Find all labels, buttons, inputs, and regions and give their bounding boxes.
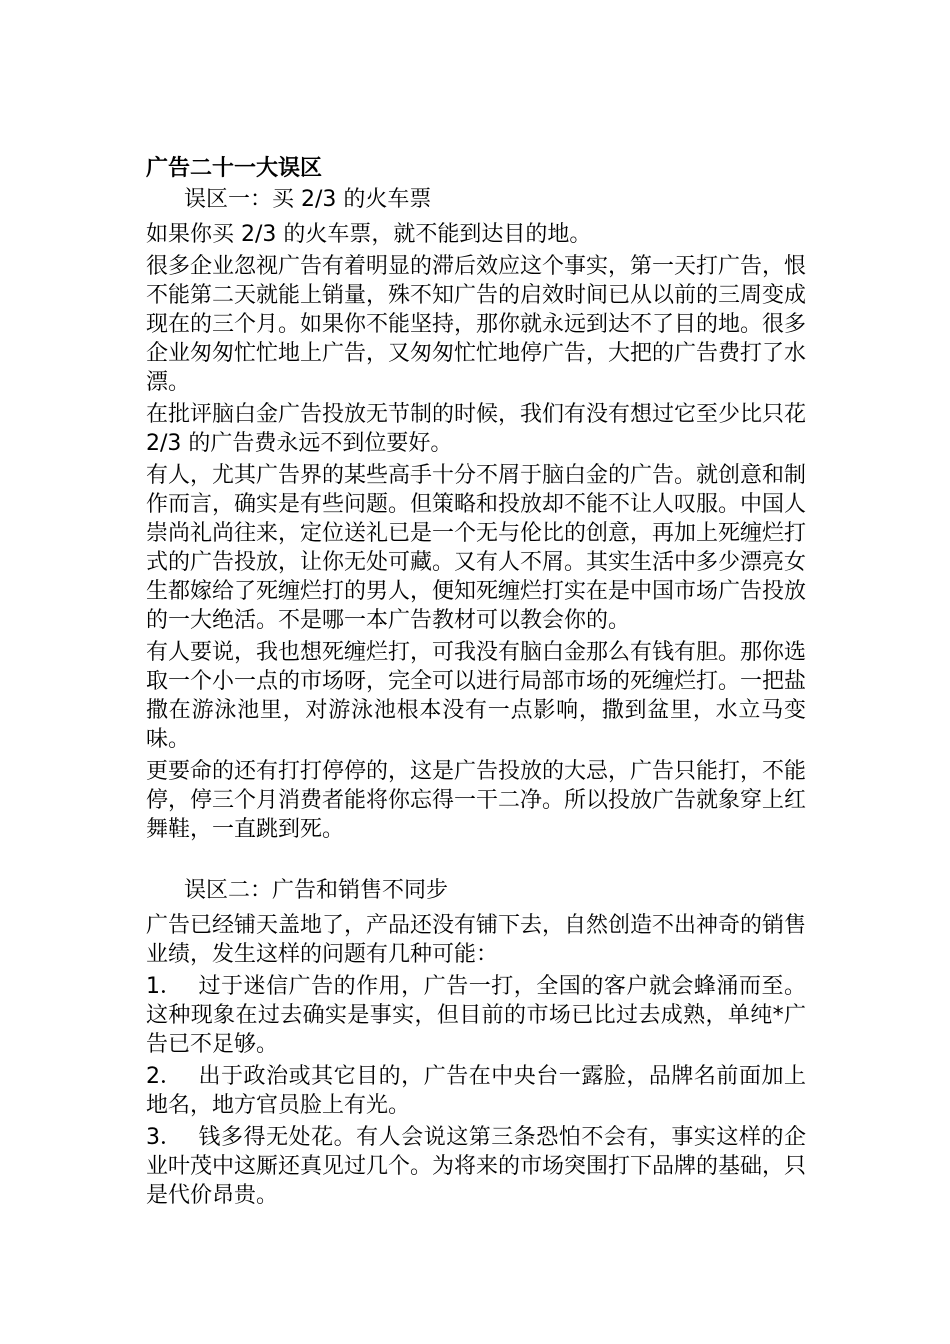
- paragraph: 有人要说，我也想死缠烂打，可我没有脑白金那么有钱有胆。那你选取一个小一点的市场呀，完全可以进行局部市场的死缠烂打。一把盐撒在游泳池里，对游泳池根本没有一点影响，撒到盆里，水立马变味。: [146, 640, 807, 752]
- list-item-number: 3．: [146, 1125, 182, 1150]
- paragraph: 更要命的还有打打停停的，这是广告投放的大忌，广告只能打，不能停，停三个月消费者能将你忘得一干二净。所以投放广告就象穿上红舞鞋，一直跳到死。: [146, 759, 807, 842]
- paragraph: 很多企业忽视广告有着明显的滞后效应这个事实，第一天打广告，恨不能第二天就能上销量，殊不知广告的启效时间已从以前的三周变成现在的三个月。如果你不能坚持，那你就永远到达不了目的地。很多企业匆匆忙忙地上广告，又匆匆忙忙地停广告，大把的广告费打了水漂。: [146, 254, 807, 395]
- list-item-text: 出于政治或其它目的，广告在中央台一露脸，品牌名前面加上地名，地方官员脸上有光。: [146, 1064, 806, 1118]
- document-title: 广告二十一大误区: [146, 156, 323, 181]
- list-item-number: 1．: [146, 974, 182, 999]
- section-heading-2: 误区二：广告和销售不同步: [184, 878, 449, 903]
- list-item-text: 钱多得无处花。有人会说这第三条恐怕不会有，事实这样的企业叶茂中这厮还真见过几个。为将来的市场突围打下品牌的基础，只是代价昂贵。: [146, 1125, 807, 1208]
- list-item-number: 2．: [146, 1064, 182, 1089]
- list-item-text: 过于迷信广告的作用，广告一打，全国的客户就会蜂涌而至。这种现象在过去确实是事实，但目前的市场已比过去成熟，单纯*广告已不足够。: [146, 974, 806, 1057]
- list-item: [146, 972, 806, 1059]
- paragraph: 在批评脑白金广告投放无节制的时候，我们有没有想过它至少比只花 2/3 的广告费永远不到位要好。: [146, 402, 807, 456]
- section-heading-1: 误区一：买 2/3 的火车票: [184, 187, 432, 212]
- list-item: [146, 1123, 806, 1210]
- paragraph: 有人，尤其广告界的某些高手十分不屑于脑白金的广告。就创意和制作而言，确实是有些问题。但策略和投放却不能不让人叹服。中国人崇尚礼尚往来，定位送礼已是一个无与伦比的创意，再加上死缠烂打式的广告投放，让你无处可藏。又有人不屑。其实生活中多少漂亮女生都嫁给了死缠烂打的男人，便知死缠烂打实在是中国市场广告投放的一大绝活。不是哪一本广告教材可以教会你的。: [146, 463, 807, 633]
- paragraph: 如果你买 2/3 的火车票，就不能到达目的地。: [146, 222, 592, 247]
- paragraph: 广告已经铺天盖地了，产品还没有铺下去，自然创造不出神奇的销售业绩，发生这样的问题有几种可能：: [146, 913, 807, 967]
- document-page: [146, 154, 806, 1213]
- list-item: [146, 1062, 806, 1120]
- section-spacer: [146, 847, 806, 876]
